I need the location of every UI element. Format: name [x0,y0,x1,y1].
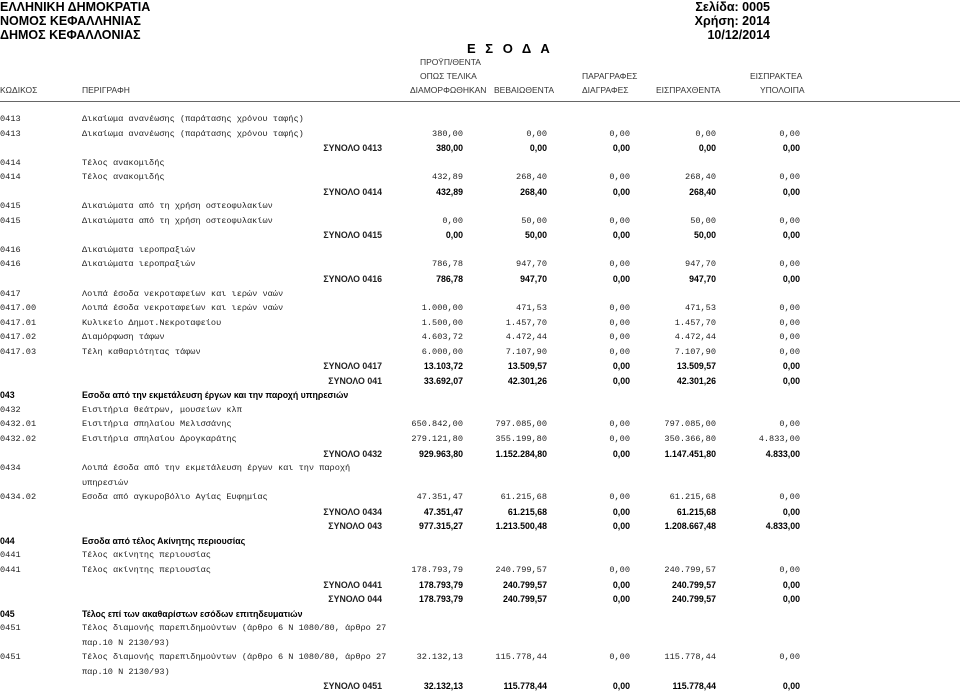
writeoffs-value: 0,00 [612,594,630,605]
writeoffs-value: 0,00 [609,303,630,314]
certified-value: 268,40 [516,172,547,183]
total-row [0,374,960,389]
table-row [0,301,960,316]
table-row [0,127,960,142]
budget-value: 1.500,00 [421,317,463,328]
table-row [0,170,960,185]
table-row [0,650,960,665]
account-description: Δικαιώματα από τη χρήση οστεοφυλακίων [82,201,273,212]
writeoffs-value: 0,00 [612,448,630,459]
collected-value: 240.799,57 [671,579,716,590]
total-row [0,578,960,593]
total-row [0,519,960,534]
account-code: 0441 [0,564,21,575]
collected-value: 50,00 [693,230,716,241]
budget-value: 432,89 [432,172,463,183]
table-row [0,432,960,447]
account-description: Λοιπά έσοδα από την εκμετάλευση έργων και την παροχή [82,463,351,474]
account-description: Δικαίωμα ανανέωσης (παράτασης χρόνου ταφής) [82,114,304,124]
account-code: 0432.01 [0,419,37,430]
receivable-value: 0,00 [779,317,800,328]
receivable-value: 0,00 [779,419,800,430]
budget-value: 650.842,00 [411,419,463,430]
table-row [0,490,960,505]
total-label: ΣΥΝΟΛΟ 0417 [323,361,382,372]
collected-value: 61.215,68 [676,506,716,517]
writeoffs-value: 0,00 [609,564,630,575]
account-code: 0432.02 [0,434,37,445]
table-row [0,548,960,563]
receivable-value: 4.833,00 [765,448,800,459]
account-description: Δικαιώματα από τη χρήση οστεοφυλακίων [82,215,273,226]
account-code: 0441 [0,550,21,561]
collected-value: 471,53 [685,303,716,314]
group-row [0,388,960,403]
certified-value: 4.472,44 [505,332,547,343]
account-code: 0417 [0,288,21,299]
receivable-value: 0,00 [779,215,800,226]
receivable-value: 0,00 [779,172,800,183]
certified-value: 61.215,68 [507,506,547,517]
budget-value: 380,00 [436,143,463,154]
account-code: 043 [0,390,15,401]
collected-value: 13.509,57 [676,361,716,372]
budget-value: 0,00 [445,230,463,241]
collected-value: 240.799,57 [664,564,716,575]
budget-value: 178.793,79 [411,564,463,575]
account-code: 0416 [0,259,21,270]
certified-value: 471,53 [516,303,547,314]
account-description: Εισιτήρια σπηλαίου Μελισσάνης [82,419,232,430]
table-row [0,112,960,127]
account-code: 0432 [0,404,21,415]
table-row [0,316,960,331]
receivable-value: 0,00 [782,274,800,285]
receivable-value: 0,00 [782,186,800,197]
table-row [0,665,960,680]
receivable-value: 0,00 [779,259,800,270]
col-collected: ΕΙΣΠΡΑΧΘΕΝΤΑ [656,85,721,95]
writeoffs-value: 0,00 [609,434,630,445]
table-row [0,417,960,432]
budget-value: 32.132,13 [423,681,463,692]
account-description: Δικαιώματα ιεροπραξιών [82,259,196,270]
certified-value: 50,00 [524,230,547,241]
budget-value: 32.132,13 [416,652,463,663]
account-description: Τέλος διαμονής παρεπιδημούντων (άρθρο 6 Ν 1080/80, άρθρο 27 [82,623,387,634]
budget-value: 47.351,47 [416,492,463,503]
header-divider [0,101,960,102]
table-row [0,345,960,360]
writeoffs-value: 0,00 [612,186,630,197]
col-description: ΠΕΡΙΓΡΑΦΗ [82,85,130,95]
total-label: ΣΥΝΟΛΟ 0413 [323,143,382,154]
account-code: 0413 [0,128,21,139]
table-row [0,214,960,229]
account-description: Εσοδα από την εκμετάλευση έργων και την παροχή υπηρεσιών [82,390,349,401]
fiscal-year: Χρήση: 2014 [694,14,770,28]
account-description: Τέλος επί των ακαθαρίστων εσόδων επιτηδευματιών [82,608,303,619]
budget-value: 0,00 [442,215,463,226]
collected-value: 947,70 [685,259,716,270]
total-row [0,185,960,200]
account-description: Λοιπά έσοδα νεκροταφείων και ιερών ναών [82,288,284,299]
col-receivable-top: ΕΙΣΠΡΑΚΤΕΑ [750,71,803,81]
budget-value: 47.351,47 [423,506,463,517]
budget-value: 786,78 [432,259,463,270]
total-label: ΣΥΝΟΛΟ 0432 [323,448,382,459]
account-code: 0417.01 [0,317,37,328]
writeoffs-value: 0,00 [612,274,630,285]
budget-value: 929.963,80 [418,448,463,459]
writeoffs-value: 0,00 [612,521,630,532]
collected-value: 115.778,44 [672,681,716,692]
table-row [0,243,960,258]
writeoffs-value: 0,00 [609,317,630,328]
writeoffs-value: 0,00 [612,375,630,386]
total-row [0,228,960,243]
certified-value: 1.152.284,80 [495,448,547,459]
certified-value: 1.213.500,48 [495,521,547,532]
total-row [0,505,960,520]
receivable-value: 4.833,00 [765,521,800,532]
receivable-value: 0,00 [779,652,800,663]
total-row [0,141,960,156]
account-description: Τέλος ανακομιδής [82,157,165,168]
budget-value: 33.692,07 [423,375,463,386]
collected-value: 7.107,90 [674,346,716,357]
account-code: 0451 [0,623,21,634]
collected-value: 240.799,57 [671,594,716,605]
collected-value: 797.085,00 [664,419,716,430]
budget-value: 13.103,72 [423,361,463,372]
total-label: ΣΥΝΟΛΟ 041 [328,375,382,386]
receivable-value: 0,00 [782,594,800,605]
writeoffs-value: 0,00 [609,332,630,343]
account-description: Τέλος ακίνητης περιουσίας [82,564,211,575]
budget-value: 432,89 [436,186,463,197]
account-description: Δικαιώματα ιεροπραξιών [82,244,196,255]
account-code: 045 [0,608,15,619]
budget-value: 279.121,80 [411,434,463,445]
account-code: 0434.02 [0,492,37,503]
certified-value: 240.799,57 [502,594,547,605]
receivable-value: 0,00 [779,564,800,575]
account-code: 0414 [0,157,21,168]
receivable-value: 0,00 [782,143,800,154]
revenue-table [0,112,960,694]
collected-value: 0,00 [695,128,716,139]
total-label: ΣΥΝΟΛΟ 0415 [323,230,382,241]
report-date: 10/12/2014 [707,28,770,42]
collected-value: 350.366,80 [664,434,716,445]
group-row [0,607,960,622]
budget-value: 6.000,00 [421,346,463,357]
receivable-value: 0,00 [779,128,800,139]
account-code: 0413 [0,114,21,124]
prefecture-name: ΝΟΜΟΣ ΚΕΦΑΛΛΗΝΙΑΣ [0,14,141,28]
certified-value: 7.107,90 [505,346,547,357]
table-row [0,199,960,214]
receivable-value: 0,00 [779,332,800,343]
writeoffs-value: 0,00 [612,681,630,692]
total-label: ΣΥΝΟΛΟ 0414 [323,186,382,197]
writeoffs-value: 0,00 [612,143,630,154]
table-row [0,257,960,272]
table-row [0,636,960,651]
collected-value: 268,40 [685,172,716,183]
collected-value: 947,70 [689,274,716,285]
table-row [0,330,960,345]
total-label: ΣΥΝΟΛΟ 0434 [323,506,382,517]
writeoffs-value: 0,00 [609,215,630,226]
total-label: ΣΥΝΟΛΟ 044 [328,594,382,605]
account-description: Διαμόρφωση τάφων [82,332,165,343]
table-row [0,563,960,578]
account-description: Εσοδα από αγκυροβόλιο Αγίας Ευφημίας [82,492,268,503]
account-description: Κυλικείο Δημοτ.Νεκροταφείου [82,317,222,328]
collected-value: 1.457,70 [674,317,716,328]
collected-value: 42.301,26 [676,375,716,386]
writeoffs-value: 0,00 [609,259,630,270]
certified-value: 268,40 [520,186,547,197]
account-code: 0417.00 [0,303,37,314]
account-code: 0415 [0,215,21,226]
table-row [0,461,960,476]
writeoffs-value: 0,00 [612,579,630,590]
receivable-value: 0,00 [782,375,800,386]
account-description: Εισιτήρια θεάτρων, μουσείων κλπ [82,404,242,415]
receivable-value: 0,00 [782,681,800,692]
certified-value: 947,70 [520,274,547,285]
writeoffs-value: 0,00 [612,361,630,372]
certified-value: 1.457,70 [505,317,547,328]
account-description: υπηρεσιών [82,477,129,488]
writeoffs-value: 0,00 [609,346,630,357]
col-budget-top: ΠΡΟΫΠ/ΘΕΝΤΑ [420,57,481,67]
writeoffs-value: 0,00 [609,419,630,430]
account-description: Δικαίωμα ανανέωσης (παράτασης χρόνου ταφής) [82,128,304,139]
certified-value: 50,00 [521,215,547,226]
certified-value: 0,00 [526,128,547,139]
col-budget-bot: ΔΙΑΜΟΡΦΩΘΗΚΑΝ [410,85,487,95]
account-code: 0417.03 [0,346,37,357]
collected-value: 1.208.667,48 [664,521,716,532]
account-description: Εσοδα από τέλος Ακίνητης περιουσίας [82,535,246,546]
budget-value: 4.603,72 [421,332,463,343]
writeoffs-value: 0,00 [612,230,630,241]
total-row [0,679,960,694]
account-description: Εισιτήρια σπηλαίου Δρογκαράτης [82,434,237,445]
account-description: Τέλος διαμονής παρεπιδημούντων (άρθρο 6 Ν 1080/80, άρθρο 27 [82,652,387,663]
table-row [0,476,960,491]
account-description: παρ.10 Ν 2130/93) [82,666,170,677]
receivable-value: 0,00 [782,579,800,590]
budget-value: 178.793,79 [418,594,463,605]
writeoffs-value: 0,00 [612,506,630,517]
receivable-value: 0,00 [782,230,800,241]
writeoffs-value: 0,00 [609,128,630,139]
writeoffs-value: 0,00 [609,172,630,183]
collected-value: 4.472,44 [674,332,716,343]
col-writeoffs-bot: ΔΙΑΓΡΑΦΕΣ [582,85,629,95]
col-receivable-bot: ΥΠΟΛΟΙΠΑ [760,85,805,95]
page-number: Σελίδα: 0005 [695,0,770,14]
budget-value: 977.315,27 [418,521,463,532]
receivable-value: 0,00 [779,303,800,314]
certified-value: 42.301,26 [507,375,547,386]
account-code: 0451 [0,652,21,663]
account-description: παρ.10 Ν 2130/93) [82,637,170,648]
collected-value: 115.778,44 [664,652,716,663]
certified-value: 355.199,80 [495,434,547,445]
table-row [0,621,960,636]
total-label: ΣΥΝΟΛΟ 043 [328,521,382,532]
budget-value: 786,78 [436,274,463,285]
table-row [0,156,960,171]
municipality-name: ΔΗΜΟΣ ΚΕΦΑΛΛΟΝΙΑΣ [0,28,141,42]
receivable-value: 0,00 [782,506,800,517]
col-certified: ΒΕΒΑΙΩΘΕΝΤΑ [494,85,555,95]
total-row [0,272,960,287]
certified-value: 947,70 [516,259,547,270]
account-code: 0414 [0,172,21,183]
receivable-value: 0,00 [779,346,800,357]
budget-value: 1.000,00 [421,303,463,314]
receivable-value: 0,00 [779,492,800,503]
writeoffs-value: 0,00 [609,492,630,503]
collected-value: 50,00 [690,215,716,226]
certified-value: 240.799,57 [502,579,547,590]
writeoffs-value: 0,00 [609,652,630,663]
account-code: 0416 [0,244,21,255]
total-row [0,359,960,374]
receivable-value: 4.833,00 [758,434,800,445]
col-budget-mid: ΟΠΩΣ ΤΕΛΙΚΑ [420,71,477,81]
total-row [0,447,960,462]
total-label: ΣΥΝΟΛΟ 0451 [323,681,382,692]
group-row [0,534,960,549]
country-name: ΕΛΛΗΝΙΚΗ ΔΗΜΟΚΡΑΤΙΑ [0,0,151,14]
collected-value: 1.147.451,80 [664,448,716,459]
account-code: 0415 [0,201,21,212]
budget-value: 178.793,79 [418,579,463,590]
certified-value: 0,00 [529,143,547,154]
certified-value: 13.509,57 [507,361,547,372]
collected-value: 61.215,68 [669,492,716,503]
account-code: 0417.02 [0,332,37,343]
certified-value: 240.799,57 [495,564,547,575]
report-title: Ε Σ Ο Δ Α [467,41,553,56]
col-writeoffs-top: ΠΑΡΑΓΡΑΦΕΣ [582,71,638,81]
total-label: ΣΥΝΟΛΟ 0416 [323,274,382,285]
certified-value: 61.215,68 [500,492,547,503]
certified-value: 115.778,44 [495,652,547,663]
total-label: ΣΥΝΟΛΟ 0441 [323,579,382,590]
table-row [0,287,960,302]
total-row [0,592,960,607]
collected-value: 268,40 [689,186,716,197]
account-description: Τέλος ανακομιδής [82,172,165,183]
collected-value: 0,00 [698,143,716,154]
account-description: Τέλος ακίνητης περιουσίας [82,550,211,561]
budget-value: 380,00 [432,128,463,139]
account-description: Λοιπά έσοδα νεκροταφείων και ιερών ναών [82,303,284,314]
table-row [0,403,960,418]
certified-value: 797.085,00 [495,419,547,430]
account-code: 044 [0,535,15,546]
account-code: 0434 [0,463,21,474]
account-description: Τέλη καθαριότητας τάφων [82,346,201,357]
certified-value: 115.778,44 [503,681,547,692]
receivable-value: 0,00 [782,361,800,372]
col-code: ΚΩΔΙΚΟΣ [0,85,38,95]
